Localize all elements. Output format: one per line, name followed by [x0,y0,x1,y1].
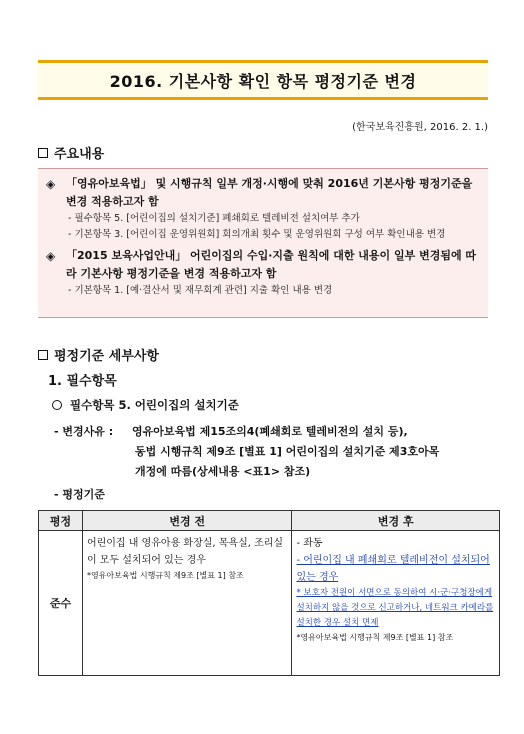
title-banner [38,60,488,100]
after-line-1: - 좌동 [296,538,323,549]
item-title: 필수항목 5. 어린이집의 설치기준 [52,397,239,413]
reason-line-1: 영유아보육법 제15조의4(폐쇄회로 텔레비전의 설치 등), [132,425,408,438]
after-note-2: *영유아보육법 시행규칙 제9조 [별표 1] 참조 [296,633,454,642]
table-row [39,531,500,676]
detail-heading: 평정기준 세부사항 [38,345,159,364]
after-cell [292,531,500,676]
criteria-table [38,510,500,676]
summary-box [38,168,488,318]
summary-heading: 주요내용 [38,143,104,162]
summary-item-2: ◈ 「2015 보육사업안내」 어린이집의 수입·지출 원칙에 대한 내용이 일부 변경됨에 따라 기본사항 평정기준을 변경 적용하고자 함 [46,247,480,283]
after-line-2: - 어린이집 내 폐쇄회로 텔레비전이 설치되어 있는 경우 [296,555,490,583]
source-line: (한국보육진흥원, 2016. 2. 1.) [352,122,488,133]
header-before: 변경 전 [82,511,292,531]
before-cell [82,531,292,676]
table-header-row [39,511,500,531]
before-note: *영유아보육법 시행규칙 제9조 [별표 1] 참조 [86,571,244,580]
square-bullet-icon [38,148,48,158]
reason-label: - 변경사유 : [54,425,114,438]
header-after: 변경 후 [292,511,500,531]
diamond-bullet-icon: ◈ [46,249,56,263]
reason-line-3: 개정에 따름(상세내용 <표1> 참조) [135,465,311,478]
change-reason [54,422,494,482]
summary-sub-2: - 기본항목 3. [어린이집 운영위원회] 회의개최 횟수 및 운영위원회 구성 여부 확인내용 변경 [68,229,446,240]
after-note-1: * 보호자 전원이 서면으로 동의하여 시·군·구청장에게 설치하지 않을 것으로 신고하거나, 네트워크 카메라를 설치한 경우 설치 면제 [296,588,494,628]
criteria-label: - 평정기준 [54,488,105,501]
summary-sub-1: - 필수항목 5. [어린이집의 설치기준] 폐쇄회로 텔레비전 설치여부 추가 [68,213,360,224]
reason-line-2: 동법 시행규칙 제9조 [별표 1] 어린이집의 설치기준 제3호아목 [135,445,440,458]
section-number-heading: 1. 필수항목 [48,374,117,389]
square-bullet-icon [38,350,48,360]
summary-item-1: ◈ 「영유아보육법」 및 시행규칙 일부 개정·시행에 맞춰 2016년 기본사항 평정기준을 변경 적용하고자 함 [46,175,480,211]
grade-cell: 준수 [39,531,83,676]
summary-sub-3: - 기본항목 1. [예·결산서 및 재무회계 관련] 지출 확인 내용 변경 [68,285,333,296]
header-grade: 평정 [39,511,83,531]
diamond-bullet-icon: ◈ [46,177,56,191]
before-text: 어린이집 내 영유아용 화장실, 목욕실, 조리실이 모두 설치되어 있는 경우 [86,538,284,566]
page-title: 2016. 기본사항 확인 항목 평정기준 변경 [109,71,417,91]
circle-bullet-icon [52,400,62,410]
